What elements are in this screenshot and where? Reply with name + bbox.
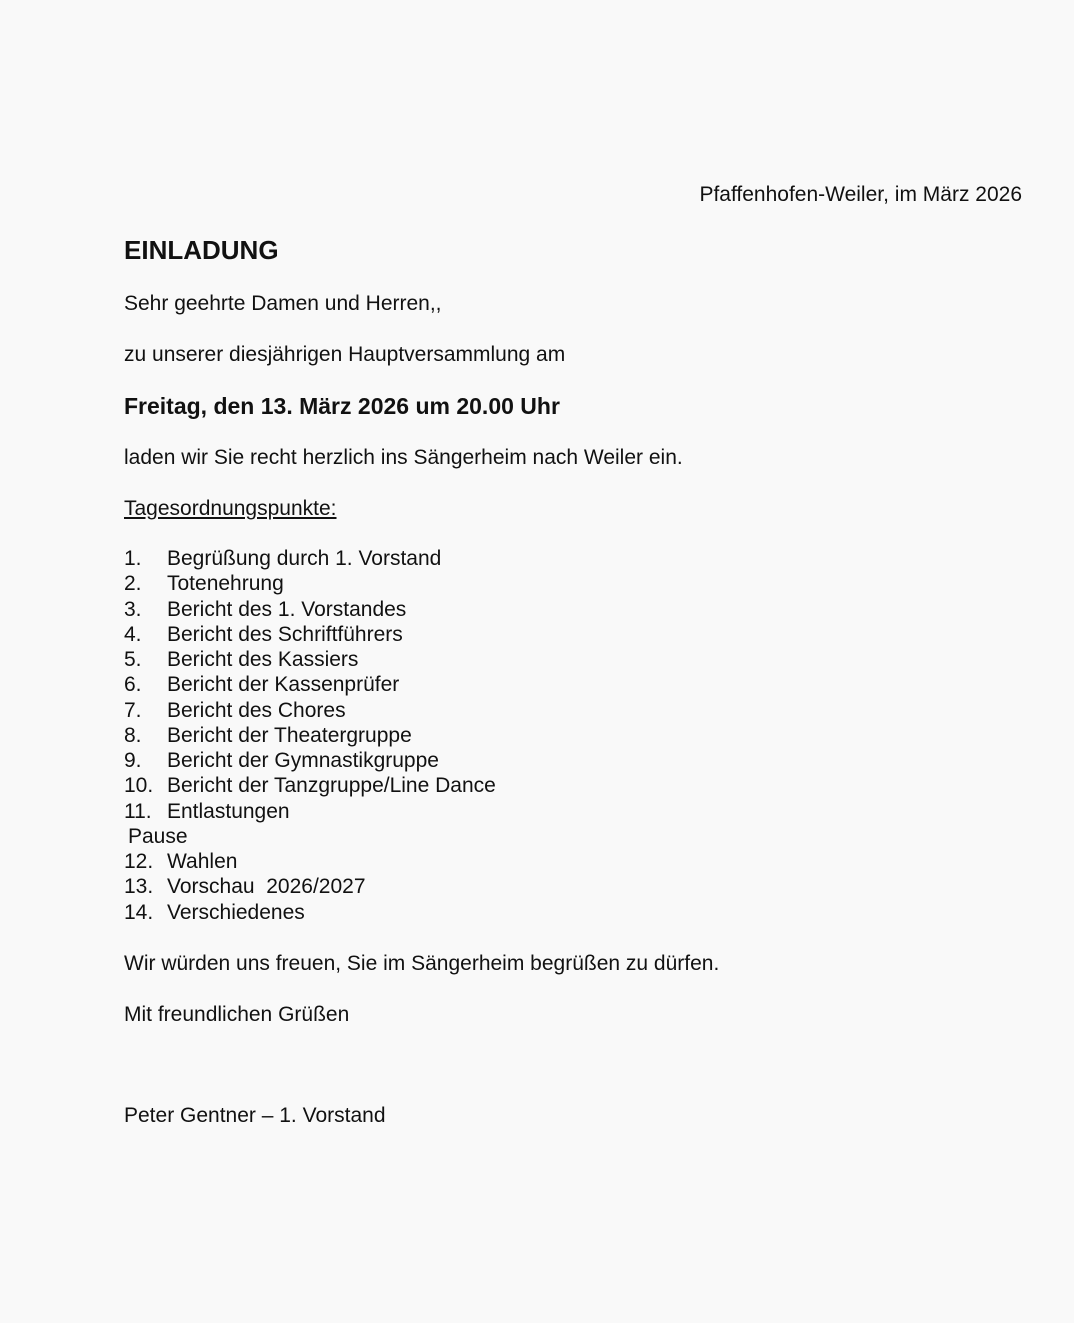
- agenda-item-text: Bericht der Gymnastikgruppe: [167, 749, 439, 772]
- agenda-item: [124, 546, 496, 571]
- agenda-item: [124, 799, 496, 824]
- agenda-item: [124, 900, 496, 925]
- agenda-item-text: Bericht des Chores: [167, 698, 346, 722]
- agenda-item-text: Vorschau 2026/2027: [167, 875, 366, 899]
- agenda-item: [124, 597, 496, 622]
- intro-text: zu unserer diesjährigen Hauptversammlung am: [124, 343, 566, 366]
- agenda-item-text: Bericht des 1. Vorstandes: [167, 597, 407, 621]
- closing-sentence: Wir würden uns freuen, Sie im Sängerheim begrüßen zu dürfen.: [124, 952, 720, 975]
- agenda-item-text: Begrüßung durch 1. Vorstand: [167, 547, 442, 570]
- agenda-item-text: Bericht der Tanzgruppe/Line Dance: [167, 774, 496, 798]
- agenda-item: [124, 622, 496, 647]
- agenda-item-text: Bericht der Kassenprüfer: [167, 673, 400, 697]
- agenda-item-number: 7.: [124, 698, 142, 722]
- agenda-item-text: Entlastungen: [167, 799, 290, 823]
- agenda-item: [124, 698, 496, 723]
- agenda-item-number: 1.: [124, 547, 142, 570]
- agenda-item-number: 9.: [124, 749, 142, 772]
- salutation: Sehr geehrte Damen und Herren,,: [124, 292, 442, 315]
- agenda-item-text: Bericht des Schriftführers: [167, 622, 403, 646]
- agenda-item-text: Verschiedenes: [167, 900, 305, 924]
- agenda-item-text: Pause: [128, 824, 188, 848]
- agenda-item: [124, 849, 496, 874]
- place-date: Pfaffenhofen-Weiler, im März 2026: [699, 183, 1022, 206]
- agenda-item: [124, 824, 496, 849]
- agenda-item-number: 3.: [124, 597, 142, 621]
- agenda-item-number: 10.: [124, 774, 154, 798]
- event-datetime: Freitag, den 13. März 2026 um 20.00 Uhr: [124, 393, 560, 419]
- agenda-item: [124, 672, 496, 697]
- agenda-item-text: Totenehrung: [167, 572, 284, 596]
- invitation-text: laden wir Sie recht herzlich ins Sängerheim nach Weiler ein.: [124, 446, 683, 469]
- agenda-item-text: Bericht des Kassiers: [167, 648, 359, 671]
- agenda-item-number: 4.: [124, 622, 142, 646]
- agenda-item-number: 14.: [124, 900, 154, 924]
- agenda-item-number: 12.: [124, 850, 154, 873]
- document-title: EINLADUNG: [124, 235, 279, 265]
- agenda-item: [124, 748, 496, 773]
- agenda-item-number: 13.: [124, 875, 154, 899]
- agenda-item: [124, 647, 496, 672]
- regards: Mit freundlichen Grüßen: [124, 1003, 350, 1026]
- agenda-item-number: 5.: [124, 648, 142, 671]
- agenda-item-number: 11.: [124, 799, 152, 823]
- agenda-item-number: 8.: [124, 723, 142, 747]
- agenda-heading: Tagesordnungspunkte:: [124, 497, 337, 520]
- agenda-item-text: Bericht der Theatergruppe: [167, 723, 412, 747]
- agenda-list: [124, 546, 496, 925]
- agenda-item-number: 2.: [124, 572, 142, 596]
- agenda-item: [124, 571, 496, 596]
- agenda-item: [124, 874, 496, 899]
- agenda-item: [124, 723, 496, 748]
- agenda-item-text: Wahlen: [167, 850, 238, 873]
- signature: Peter Gentner – 1. Vorstand: [124, 1104, 386, 1127]
- agenda-item-number: 6.: [124, 673, 142, 697]
- agenda-item: [124, 773, 496, 798]
